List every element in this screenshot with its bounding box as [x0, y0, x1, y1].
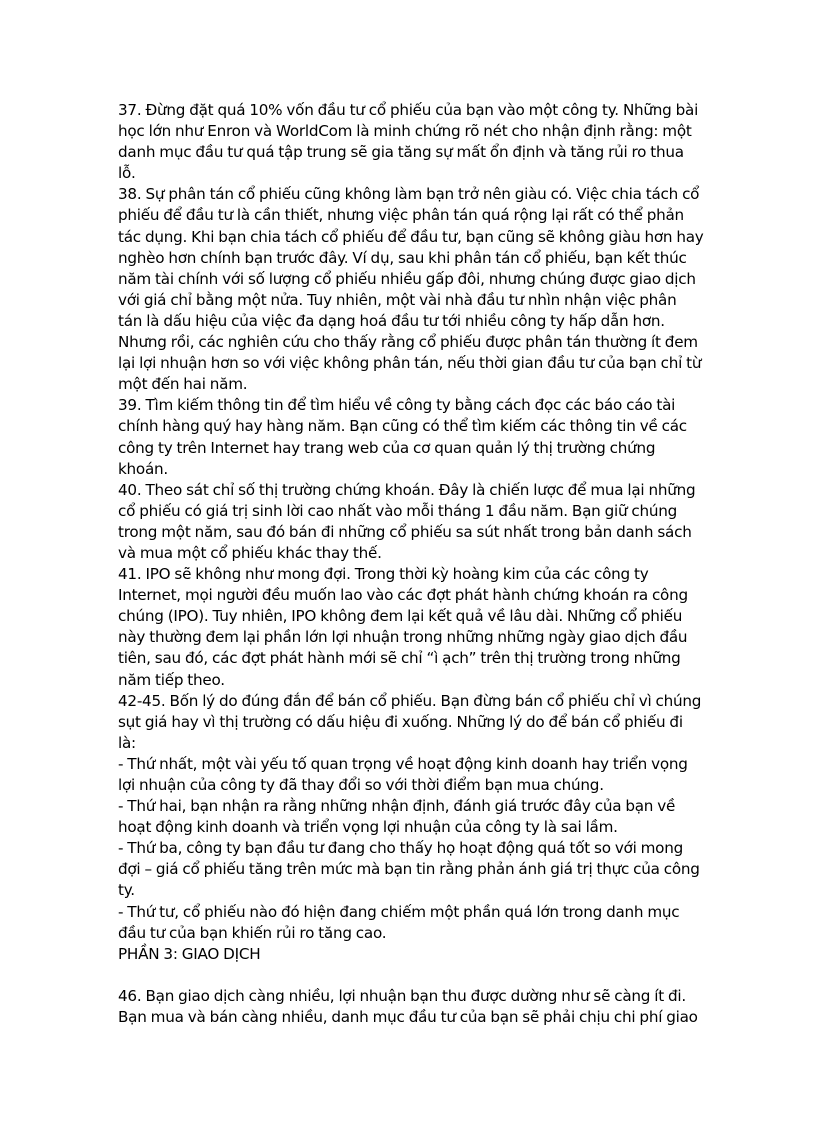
- text-line: đầu tư của bạn khiến rủi ro tăng cao.: [118, 923, 387, 942]
- text-line: - Thứ ba, công ty bạn đầu tư đang cho thấy họ hoạt động quá tốt so với mong: [118, 839, 683, 858]
- text-line: và mua một cổ phiếu khác thay thế.: [118, 543, 382, 562]
- section-heading: PHẦN 3: GIAO DỊCH: [118, 944, 261, 963]
- text-line: hoạt động kinh doanh và triển vọng lợi nhuận của công ty là sai lầm.: [118, 818, 618, 837]
- text-line: khoán.: [118, 459, 168, 478]
- text-line: 41. IPO sẽ không như mong đợi. Trong thời kỳ hoàng kim của các công ty: [118, 565, 649, 584]
- text-line: là:: [118, 733, 136, 752]
- text-line: tán là dấu hiệu của việc đa dạng hoá đầu tư tới nhiều công ty hấp dẫn hơn.: [118, 311, 665, 330]
- text-line: với giá chỉ bằng một nửa. Tuy nhiên, một vài nhà đầu tư nhìn nhận việc phân: [118, 290, 677, 309]
- text-line: - Thứ tư, cổ phiếu nào đó hiện đang chiếm một phần quá lớn trong danh mục: [118, 902, 680, 921]
- text-line: một đến hai năm.: [118, 375, 248, 394]
- text-line: học lớn như Enron và WorldCom là minh chứng rõ nét cho nhận định rằng: một: [118, 122, 692, 141]
- document-body: [118, 100, 708, 1028]
- text-line: 42-45. Bốn lý do đúng đắn để bán cổ phiếu. Bạn đừng bán cổ phiếu chỉ vì chúng: [118, 691, 702, 710]
- text-line: nghèo hơn chính bạn trước đây. Ví dụ, sau khi phân tán cổ phiếu, bạn kết thúc: [118, 248, 687, 267]
- text-line: Internet, mọi người đều muốn lao vào các đợt phát hành chứng khoán ra công: [118, 586, 688, 605]
- text-line: 37. Đừng đặt quá 10% vốn đầu tư cổ phiếu của bạn vào một công ty. Những bài: [118, 101, 699, 119]
- text-line: 38. Sự phân tán cổ phiếu cũng không làm bạn trở nên giàu có. Việc chia tách cổ: [118, 185, 700, 204]
- text-line: chúng (IPO). Tuy nhiên, IPO không đem lại kết quả về lâu dài. Những cổ phiếu: [118, 607, 683, 626]
- text-line: cổ phiếu có giá trị sinh lời cao nhất vào mỗi tháng 1 đầu năm. Bạn giữ chúng: [118, 501, 678, 520]
- text-line: năm tiếp theo.: [118, 670, 225, 689]
- text-line: 46. Bạn giao dịch càng nhiều, lợi nhuận bạn thu được dường như sẽ càng ít đi.: [118, 986, 686, 1005]
- text-line: này thường đem lại phần lớn lợi nhuận trong những những ngày giao dịch đầu: [118, 628, 688, 647]
- text-line: Bạn mua và bán càng nhiều, danh mục đầu tư của bạn sẽ phải chịu chi phí giao: [118, 1008, 698, 1027]
- text-line: phiếu để đầu tư là cần thiết, nhưng việc phân tán quá rộng lại rất có thể phản: [118, 206, 684, 225]
- text-line: tiên, sau đó, các đợt phát hành mới sẽ chỉ “ì ạch” trên thị trường trong những: [118, 649, 681, 668]
- text-line: ty.: [118, 881, 135, 900]
- text-line: 40. Theo sát chỉ số thị trường chứng khoán. Đây là chiến lược để mua lại những: [118, 480, 696, 499]
- text-line: - Thứ nhất, một vài yếu tố quan trọng về hoạt động kinh doanh hay triển vọng: [118, 754, 688, 773]
- text-line: danh mục đầu tư quá tập trung sẽ gia tăng sự mất ổn định và tăng rủi ro thua: [118, 143, 684, 162]
- text-line: trong một năm, sau đó bán đi những cổ phiếu sa sút nhất trong bản danh sách: [118, 522, 692, 541]
- text-line: lợi nhuận của công ty đã thay đổi so với thời điểm bạn mua chúng.: [118, 776, 604, 794]
- text-line: - Thứ hai, bạn nhận ra rằng những nhận định, đánh giá trước đây của bạn về: [118, 797, 676, 816]
- blank-line: [118, 965, 708, 986]
- text-line: đợi – giá cổ phiếu tăng trên mức mà bạn tin rằng phản ánh giá trị thực của công: [118, 860, 700, 879]
- text-line: năm tài chính với số lượng cổ phiếu nhiều gấp đôi, nhưng chúng được giao dịch: [118, 269, 696, 288]
- text-line: chính hàng quý hay hàng năm. Bạn cũng có thể tìm kiếm các thông tin về các: [118, 417, 687, 436]
- text-line: 39. Tìm kiếm thông tin để tìm hiểu về công ty bằng cách đọc các báo cáo tài: [118, 396, 676, 415]
- text-line: sụt giá hay vì thị trường có dấu hiệu đi xuống. Những lý do để bán cổ phiếu đi: [118, 712, 683, 731]
- text-line: Nhưng rồi, các nghiên cứu cho thấy rằng cổ phiếu được phân tán thường ít đem: [118, 333, 698, 352]
- text-line: lỗ.: [118, 164, 136, 183]
- text-line: công ty trên Internet hay trang web của cơ quan quản lý thị trường chứng: [118, 438, 656, 457]
- text-line: tác dụng. Khi bạn chia tách cổ phiếu để đầu tư, bạn cũng sẽ không giàu hơn hay: [118, 227, 704, 246]
- text-line: lại lợi nhuận hơn so với việc không phân tán, nếu thời gian đầu tư của bạn chỉ từ: [118, 354, 702, 373]
